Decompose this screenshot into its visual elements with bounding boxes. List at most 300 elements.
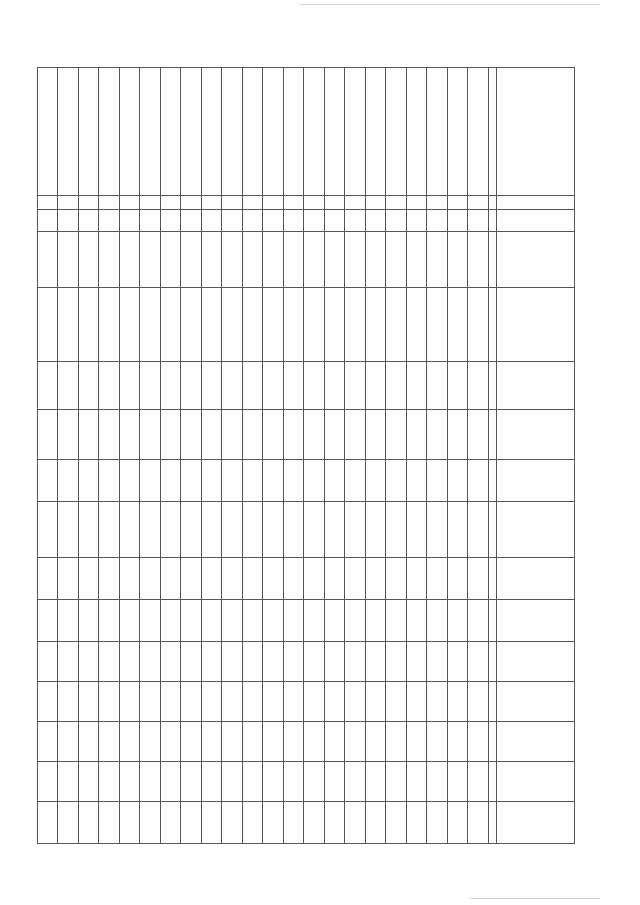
table-body <box>38 68 489 844</box>
indicator-name <box>120 68 141 196</box>
kosgu-code <box>99 210 120 232</box>
line-code <box>140 196 161 210</box>
indicator-name <box>345 68 366 196</box>
value-cell <box>325 502 346 558</box>
value-cell <box>38 722 59 762</box>
value-cell <box>345 232 366 288</box>
value-cell <box>448 232 469 288</box>
value-cell <box>427 410 448 460</box>
column-header <box>497 642 575 682</box>
line-code <box>38 196 59 210</box>
table-row <box>407 68 428 844</box>
value-cell <box>304 682 325 722</box>
value-cell <box>120 232 141 288</box>
value-cell <box>120 460 141 502</box>
value-cell <box>407 802 428 844</box>
value-cell <box>161 802 182 844</box>
value-cell <box>120 762 141 802</box>
value-cell <box>140 288 161 362</box>
value-cell <box>366 762 387 802</box>
value-cell <box>58 362 79 410</box>
value-cell <box>79 802 100 844</box>
value-cell <box>448 722 469 762</box>
value-cell <box>386 288 407 362</box>
line-code <box>427 196 448 210</box>
value-cell <box>345 460 366 502</box>
value-cell <box>325 722 346 762</box>
table-row <box>345 68 366 844</box>
column-header <box>497 288 575 362</box>
value-cell <box>263 460 284 502</box>
value-cell <box>407 642 428 682</box>
value-cell <box>58 502 79 558</box>
value-cell <box>448 600 469 642</box>
value-cell <box>181 288 202 362</box>
indicator-name <box>79 68 100 196</box>
value-cell <box>161 600 182 642</box>
line-code <box>58 196 79 210</box>
value-cell <box>38 642 59 682</box>
line-code <box>181 196 202 210</box>
kosgu-code <box>181 210 202 232</box>
kosgu-code <box>386 210 407 232</box>
column-number <box>489 410 497 460</box>
value-cell <box>304 460 325 502</box>
column-number <box>489 722 497 762</box>
value-cell <box>448 762 469 802</box>
value-cell <box>284 682 305 722</box>
value-cell <box>325 558 346 600</box>
line-code <box>161 196 182 210</box>
value-cell <box>284 802 305 844</box>
value-cell <box>181 802 202 844</box>
value-cell <box>263 362 284 410</box>
value-cell <box>325 802 346 844</box>
value-cell <box>79 600 100 642</box>
kosgu-code <box>140 210 161 232</box>
line-code <box>79 196 100 210</box>
value-cell <box>325 762 346 802</box>
column-header <box>497 68 575 196</box>
value-cell <box>263 502 284 558</box>
value-cell <box>202 502 223 558</box>
value-cell <box>284 362 305 410</box>
table-row <box>202 68 223 844</box>
line-code <box>366 196 387 210</box>
value-cell <box>284 410 305 460</box>
value-cell <box>263 600 284 642</box>
value-cell <box>427 558 448 600</box>
value-cell <box>181 362 202 410</box>
value-cell <box>427 642 448 682</box>
value-cell <box>366 802 387 844</box>
value-cell <box>448 288 469 362</box>
value-cell <box>345 802 366 844</box>
value-cell <box>99 722 120 762</box>
kosgu-code <box>38 210 59 232</box>
value-cell <box>120 502 141 558</box>
value-cell <box>427 682 448 722</box>
value-cell <box>407 600 428 642</box>
value-cell <box>181 682 202 722</box>
value-cell <box>304 722 325 762</box>
column-number <box>489 600 497 642</box>
indicator-name <box>284 68 305 196</box>
value-cell <box>345 600 366 642</box>
value-cell <box>345 682 366 722</box>
value-cell <box>366 600 387 642</box>
value-cell <box>58 460 79 502</box>
value-cell <box>99 600 120 642</box>
value-cell <box>468 762 489 802</box>
value-cell <box>79 502 100 558</box>
value-cell <box>448 362 469 410</box>
value-cell <box>468 600 489 642</box>
kosgu-code <box>427 210 448 232</box>
value-cell <box>161 288 182 362</box>
value-cell <box>427 502 448 558</box>
value-cell <box>222 288 243 362</box>
value-cell <box>58 682 79 722</box>
indicator-name <box>222 68 243 196</box>
value-cell <box>222 558 243 600</box>
value-cell <box>325 600 346 642</box>
value-cell <box>58 288 79 362</box>
value-cell <box>386 362 407 410</box>
value-cell <box>243 762 264 802</box>
indicator-name <box>468 68 489 196</box>
value-cell <box>99 682 120 722</box>
kosgu-code <box>345 210 366 232</box>
value-cell <box>243 460 264 502</box>
kosgu-code <box>202 210 223 232</box>
column-number <box>489 460 497 502</box>
value-cell <box>140 558 161 600</box>
value-cell <box>407 232 428 288</box>
value-cell <box>345 502 366 558</box>
value-cell <box>99 362 120 410</box>
value-cell <box>386 502 407 558</box>
value-cell <box>202 362 223 410</box>
line-code <box>407 196 428 210</box>
form-sheet <box>37 67 589 843</box>
kosgu-code <box>284 210 305 232</box>
value-cell <box>448 410 469 460</box>
value-cell <box>366 502 387 558</box>
value-cell <box>448 502 469 558</box>
value-cell <box>427 362 448 410</box>
value-cell <box>202 410 223 460</box>
value-cell <box>468 642 489 682</box>
value-cell <box>202 682 223 722</box>
line-code <box>263 196 284 210</box>
kosgu-code <box>120 210 141 232</box>
value-cell <box>222 232 243 288</box>
table-row <box>140 68 161 844</box>
value-cell <box>181 722 202 762</box>
value-cell <box>99 460 120 502</box>
column-header <box>497 722 575 762</box>
indicator-name <box>140 68 161 196</box>
indicator-name <box>448 68 469 196</box>
value-cell <box>222 502 243 558</box>
value-cell <box>99 502 120 558</box>
value-cell <box>120 558 141 600</box>
value-cell <box>120 682 141 722</box>
value-cell <box>58 232 79 288</box>
value-cell <box>58 762 79 802</box>
column-number <box>489 362 497 410</box>
value-cell <box>79 642 100 682</box>
value-cell <box>345 642 366 682</box>
value-cell <box>222 722 243 762</box>
value-cell <box>366 410 387 460</box>
value-cell <box>243 802 264 844</box>
line-code <box>386 196 407 210</box>
value-cell <box>386 558 407 600</box>
column-header <box>497 682 575 722</box>
value-cell <box>99 232 120 288</box>
value-cell <box>79 762 100 802</box>
value-cell <box>38 288 59 362</box>
indicator-name <box>366 68 387 196</box>
column-number <box>489 502 497 558</box>
value-cell <box>325 460 346 502</box>
value-cell <box>304 502 325 558</box>
kosgu-code <box>304 210 325 232</box>
value-cell <box>345 558 366 600</box>
scan-edge-bottom <box>470 898 600 899</box>
value-cell <box>468 460 489 502</box>
table-header <box>489 68 575 844</box>
value-cell <box>58 802 79 844</box>
value-cell <box>140 802 161 844</box>
value-cell <box>427 802 448 844</box>
value-cell <box>202 600 223 642</box>
value-cell <box>161 682 182 722</box>
value-cell <box>284 288 305 362</box>
value-cell <box>325 362 346 410</box>
value-cell <box>58 722 79 762</box>
table-row <box>243 68 264 844</box>
kosgu-code <box>448 210 469 232</box>
table-row <box>284 68 305 844</box>
value-cell <box>99 558 120 600</box>
value-cell <box>284 460 305 502</box>
value-cell <box>345 762 366 802</box>
value-cell <box>38 232 59 288</box>
value-cell <box>181 600 202 642</box>
kosgu-code <box>468 210 489 232</box>
value-cell <box>386 642 407 682</box>
value-cell <box>181 762 202 802</box>
table-row <box>79 68 100 844</box>
value-cell <box>304 642 325 682</box>
value-cell <box>38 410 59 460</box>
value-cell <box>140 682 161 722</box>
value-cell <box>304 288 325 362</box>
value-cell <box>202 802 223 844</box>
kosgu-code <box>325 210 346 232</box>
value-cell <box>448 642 469 682</box>
value-cell <box>284 600 305 642</box>
value-cell <box>120 642 141 682</box>
table-row <box>448 68 469 844</box>
value-cell <box>366 232 387 288</box>
value-cell <box>222 362 243 410</box>
indicator-name <box>407 68 428 196</box>
value-cell <box>386 722 407 762</box>
value-cell <box>161 502 182 558</box>
value-cell <box>202 558 223 600</box>
table-row <box>222 68 243 844</box>
value-cell <box>181 460 202 502</box>
value-cell <box>161 762 182 802</box>
indicator-name <box>38 68 59 196</box>
indicator-name <box>161 68 182 196</box>
value-cell <box>284 762 305 802</box>
value-cell <box>427 288 448 362</box>
value-cell <box>120 288 141 362</box>
value-cell <box>243 558 264 600</box>
value-cell <box>243 232 264 288</box>
value-cell <box>468 722 489 762</box>
value-cell <box>120 410 141 460</box>
column-header <box>497 460 575 502</box>
value-cell <box>161 410 182 460</box>
table-row <box>181 68 202 844</box>
column-number <box>489 196 497 210</box>
value-cell <box>407 362 428 410</box>
value-cell <box>325 232 346 288</box>
value-cell <box>140 362 161 410</box>
value-cell <box>263 762 284 802</box>
value-cell <box>58 558 79 600</box>
value-cell <box>120 722 141 762</box>
value-cell <box>38 502 59 558</box>
table-row <box>325 68 346 844</box>
value-cell <box>304 802 325 844</box>
value-cell <box>386 600 407 642</box>
value-cell <box>407 502 428 558</box>
value-cell <box>243 642 264 682</box>
value-cell <box>448 682 469 722</box>
value-cell <box>407 460 428 502</box>
line-code <box>304 196 325 210</box>
value-cell <box>468 802 489 844</box>
value-cell <box>38 762 59 802</box>
value-cell <box>161 558 182 600</box>
line-code <box>202 196 223 210</box>
table-row <box>263 68 284 844</box>
value-cell <box>407 410 428 460</box>
value-cell <box>263 642 284 682</box>
line-code <box>243 196 264 210</box>
value-cell <box>181 232 202 288</box>
value-cell <box>243 600 264 642</box>
value-cell <box>427 722 448 762</box>
value-cell <box>161 460 182 502</box>
value-cell <box>345 410 366 460</box>
line-code <box>468 196 489 210</box>
value-cell <box>325 410 346 460</box>
value-cell <box>386 762 407 802</box>
column-number <box>489 232 497 288</box>
value-cell <box>181 558 202 600</box>
column-header <box>497 232 575 288</box>
value-cell <box>222 410 243 460</box>
value-cell <box>140 502 161 558</box>
kosgu-code <box>58 210 79 232</box>
indicator-name <box>243 68 264 196</box>
value-cell <box>407 762 428 802</box>
table-row <box>304 68 325 844</box>
kosgu-code <box>407 210 428 232</box>
indicator-name <box>263 68 284 196</box>
value-cell <box>38 558 59 600</box>
column-header <box>497 410 575 460</box>
line-code <box>325 196 346 210</box>
scan-edge-top <box>300 4 600 5</box>
value-cell <box>366 642 387 682</box>
indicator-name <box>325 68 346 196</box>
value-cell <box>222 642 243 682</box>
value-cell <box>222 802 243 844</box>
value-cell <box>243 362 264 410</box>
value-cell <box>263 558 284 600</box>
value-cell <box>427 232 448 288</box>
value-cell <box>79 288 100 362</box>
value-cell <box>161 722 182 762</box>
value-cell <box>407 722 428 762</box>
value-cell <box>79 410 100 460</box>
value-cell <box>325 288 346 362</box>
value-cell <box>468 682 489 722</box>
value-cell <box>140 642 161 682</box>
value-cell <box>202 642 223 682</box>
column-number <box>489 802 497 844</box>
value-cell <box>79 362 100 410</box>
value-cell <box>263 410 284 460</box>
value-cell <box>448 460 469 502</box>
value-cell <box>140 410 161 460</box>
value-cell <box>386 460 407 502</box>
value-cell <box>448 558 469 600</box>
column-number <box>489 68 497 196</box>
indicator-name <box>202 68 223 196</box>
value-cell <box>366 288 387 362</box>
value-cell <box>345 362 366 410</box>
value-cell <box>386 682 407 722</box>
indicator-name <box>181 68 202 196</box>
value-cell <box>140 232 161 288</box>
value-cell <box>58 642 79 682</box>
value-cell <box>79 722 100 762</box>
column-header <box>497 502 575 558</box>
kosgu-code <box>79 210 100 232</box>
line-code <box>284 196 305 210</box>
value-cell <box>243 288 264 362</box>
value-cell <box>79 232 100 288</box>
value-cell <box>222 460 243 502</box>
value-cell <box>263 802 284 844</box>
kosgu-code <box>243 210 264 232</box>
value-cell <box>407 682 428 722</box>
value-cell <box>386 410 407 460</box>
value-cell <box>99 762 120 802</box>
value-cell <box>427 762 448 802</box>
line-code <box>345 196 366 210</box>
